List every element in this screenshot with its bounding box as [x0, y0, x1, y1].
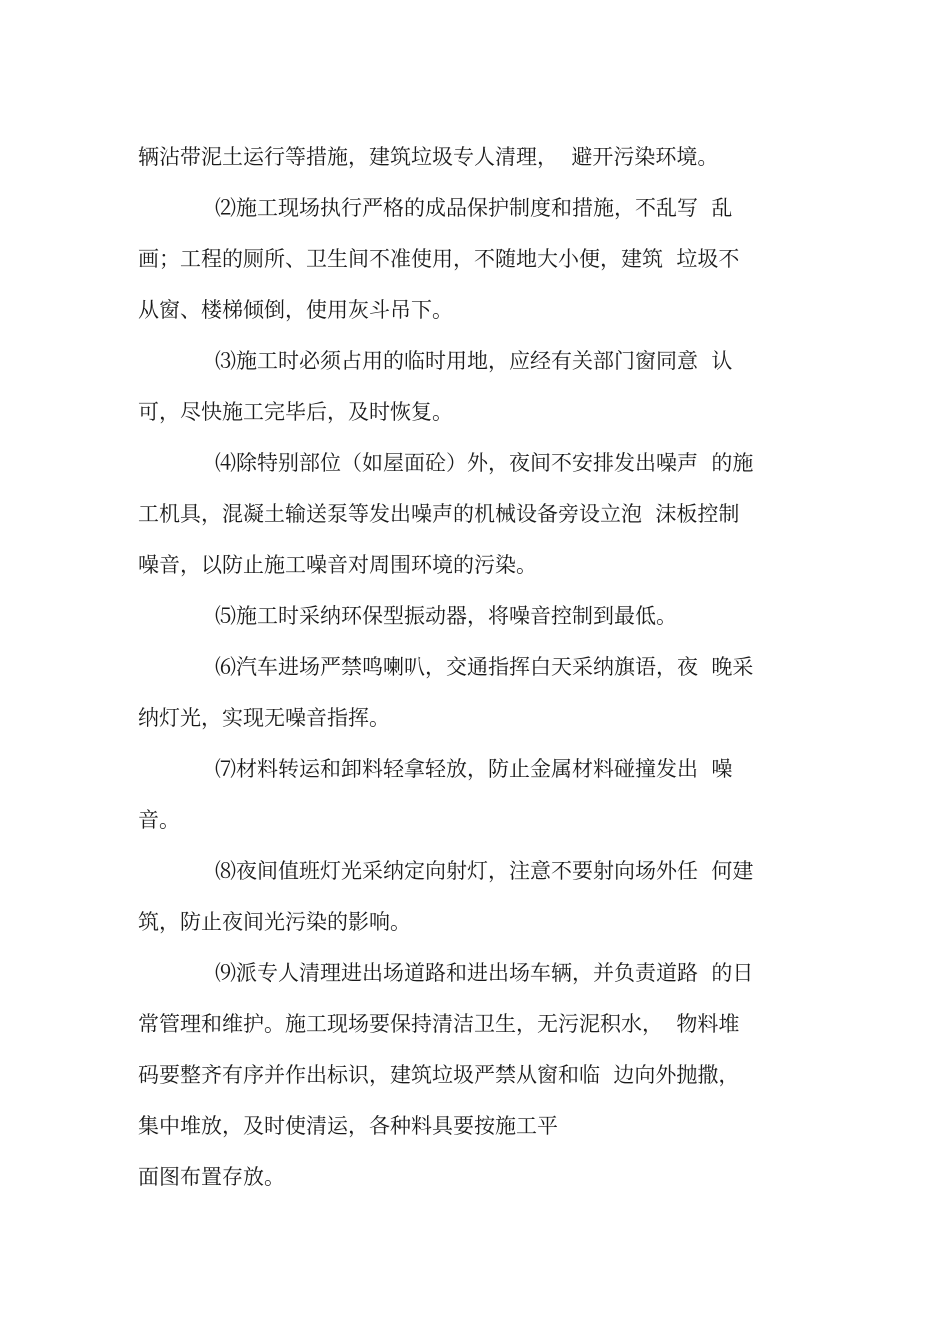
text-line: ⑻夜间值班灯光采纳定向射灯，注意不要射向场外任 何建 — [215, 859, 754, 883]
text-line: ⑶施工时必须占用的临时用地，应经有关部门窗同意 认 — [215, 349, 733, 373]
text-line: ⑵施工现场执行严格的成品保护制度和措施，不乱写 乱 — [215, 196, 733, 220]
text-line: ⑼派专人清理进出场道路和进出场车辆，并负责道路 的日 — [215, 961, 754, 985]
text-line: 画；工程的厕所、卫生间不准使用，不随地大小便，建筑 垃圾不 — [138, 247, 740, 271]
text-line: ⑷除特别部位（如屋面砼）外，夜间不安排发出噪声 的施 — [215, 451, 754, 475]
document-body — [138, 132, 838, 1203]
text-line: 纳灯光，实现无噪音指挥。 — [138, 706, 390, 730]
text-line: 码要整齐有序并作出标识，建筑垃圾严禁从窗和临 边向外抛撒， — [138, 1063, 740, 1087]
text-line: 集中堆放，及时使清运，各种料具要按施工平 — [138, 1114, 558, 1138]
text-line: ⑸施工时采纳环保型振动器，将噪音控制到最低。 — [215, 604, 677, 628]
text-line: 噪音，以防止施工噪音对周围环境的污染。 — [138, 553, 537, 577]
text-line: 从窗、楼梯倾倒，使用灰斗吊下。 — [138, 298, 453, 322]
text-line: 筑，防止夜间光污染的影响。 — [138, 910, 411, 934]
text-line: ⑹汽车进场严禁鸣喇叭，交通指挥白天采纳旗语，夜 晚采 — [215, 655, 754, 679]
text-line: 工机具，混凝土输送泵等发出噪声的机械设备旁设立泡 沫板控制 — [138, 502, 740, 526]
text-line: 可，尽快施工完毕后，及时恢复。 — [138, 400, 453, 424]
text-line: 音。 — [138, 808, 180, 832]
text-line: 常管理和维护。施工现场要保持清洁卫生，无污泥积水， 物料堆 — [138, 1012, 740, 1036]
text-line: 辆沾带泥土运行等措施，建筑垃圾专人清理， 避开污染环境。 — [138, 145, 719, 169]
text-line: 面图布置存放。 — [138, 1165, 285, 1189]
text-line: ⑺材料转运和卸料轻拿轻放，防止金属材料碰撞发出 噪 — [215, 757, 733, 781]
